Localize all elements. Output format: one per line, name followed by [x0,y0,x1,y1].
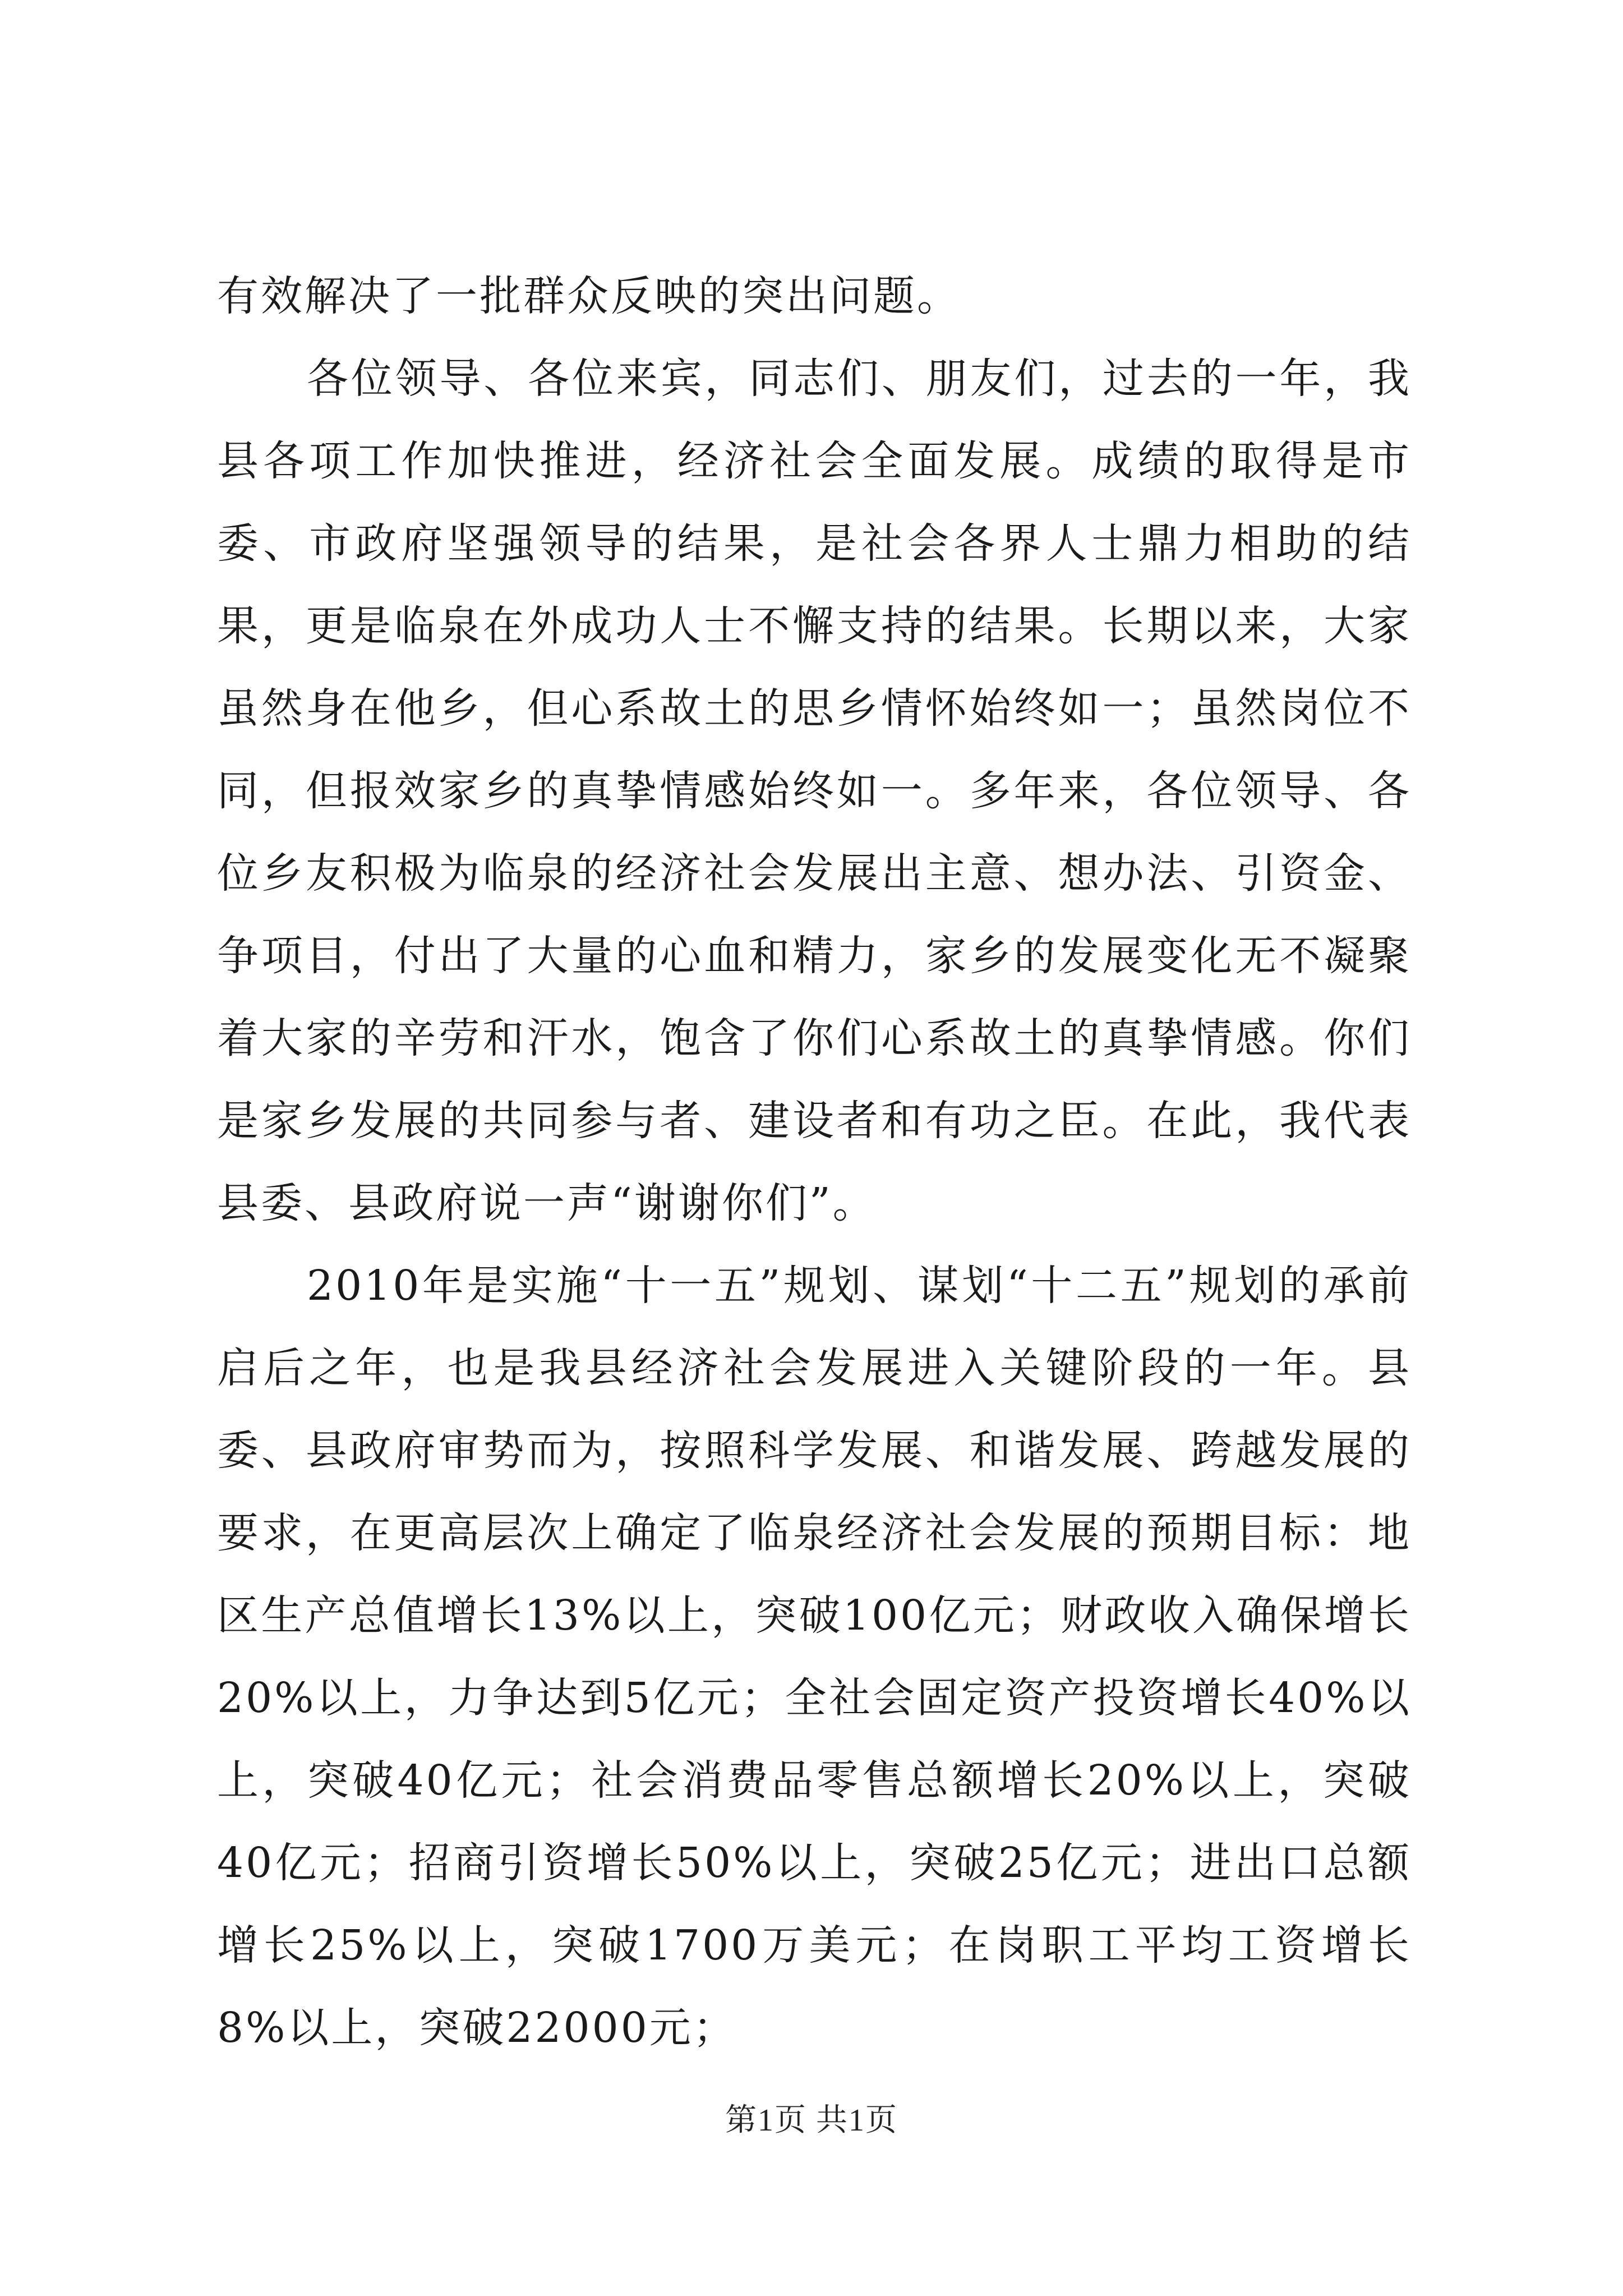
paragraph-continuation: 有效解决了一批群众反映的突出问题。 [217,272,961,320]
page-footer: 第1页 共1页 [725,2103,898,2138]
paragraph-thanks: 各位领导、各位来宾，同志们、朋友们，过去的一年，我县各项工作加快推进，经济社会全面发展。成绩的取得是市委、市政府坚强领导的结果，是社会各界人士鼎力相助的结果，更是临泉在外成功人士不懈支持的结果。长期以来，大家虽然身在他乡，但心系故土的思乡情怀始终如一；虽然岗位不同，但报效家乡的真挚情感始终如一。多年来，各位领导、各位乡友积极为临泉的经济社会发展出主意、想办法、引资金、争项目，付出了大量的心血和精力，家乡的发展变化无不凝聚着大家的辛劳和汗水，饱含了你们心系故土的真挚情感。你们是家乡发展的共同参与者、建设者和有功之臣。在此，我代表县委、县政府说一声“谢谢你们”。 [217,355,1412,1227]
paragraph-targets: 2010年是实施“十一五”规划、谋划“十二五”规划的承前启后之年，也是我县经济社会发展进入关键阶段的一年。县委、县政府审势而为，按照科学发展、和谐发展、跨越发展的要求，在更高层次上确定了临泉经济社会发展的预期目标：地区生产总值增长13%以上，突破100亿元；财政收入确保增长20%以上，力争达到5亿元；全社会固定资产投资增长40%以上，突破40亿元；社会消费品零售总额增长20%以上，突破40亿元；招商引资增长50%以上，突破25亿元；进出口总额增长25%以上，突破1700万美元；在岗职工平均工资增长8%以上，突破22000元； [217,1262,1412,2052]
document-body [217,255,1412,2069]
